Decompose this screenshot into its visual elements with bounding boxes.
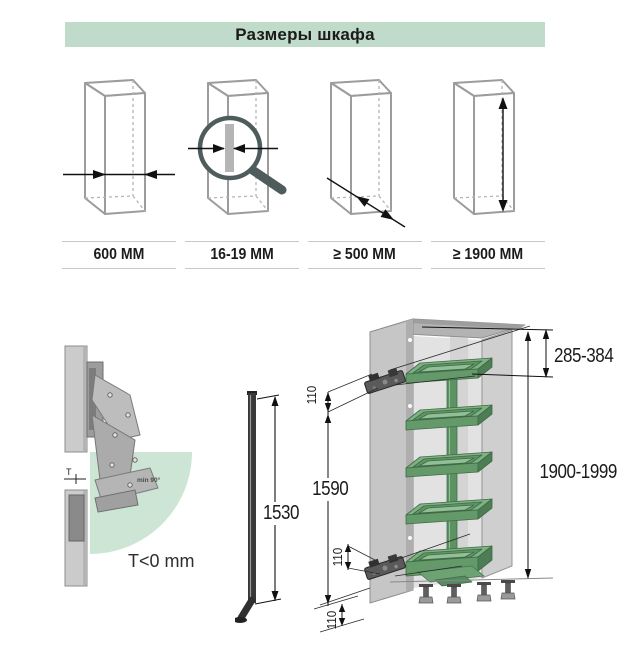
size-card-thickness [185,241,299,269]
panel-thickness-icon [183,78,301,238]
rail-profile [235,391,257,623]
cabinet-width-icon [60,78,178,238]
lower-offset-label: 110 [330,547,345,567]
hinge-icon [87,362,158,512]
cabinet-height-icon [429,78,547,238]
page-title: Размеры шкафа [235,24,375,44]
cabinet-depth-icon [306,78,424,238]
size-card-label: ≥ 500 ММ [333,246,397,263]
size-card-width [62,241,176,269]
t-note: T<0 mm [128,551,195,571]
header-bar [65,22,545,47]
rail-dimension [255,395,281,604]
size-card-label: 600 ММ [93,246,145,263]
bottom-offset-label: 110 [324,610,339,630]
size-card-depth [308,241,422,269]
size-card-label: ≥ 1900 ММ [452,246,524,263]
side-panel [65,346,87,452]
size-card-label: 16-19 ММ [210,246,274,263]
rail-length-label: 1530 [262,502,300,524]
t-dimension-label: T [66,467,72,477]
upper-offset-label: 110 [304,385,319,405]
top-clearance-label: 285-384 [553,345,614,367]
door-panel [65,490,87,586]
min-angle-label: min 90° [137,477,161,484]
size-card-height [431,241,545,269]
cabinet-height-label: 1900-1999 [539,461,617,483]
column-height-label: 1590 [312,478,349,500]
